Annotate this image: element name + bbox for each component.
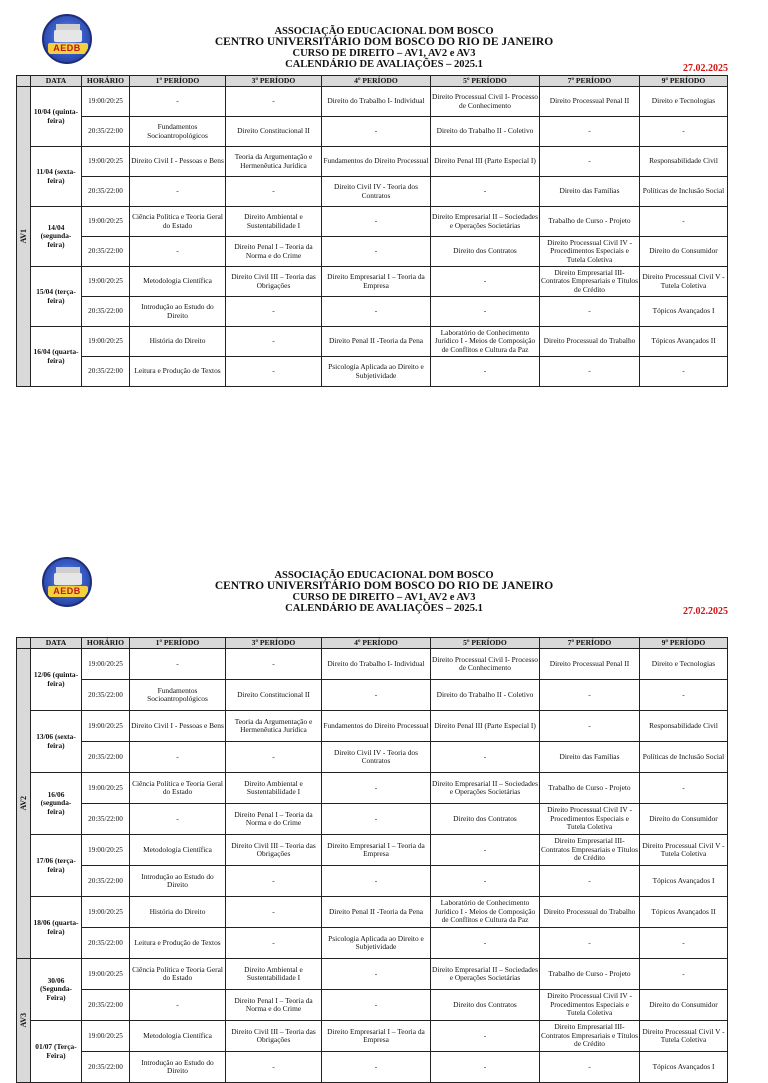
subject-cell: - [130,742,226,773]
subject-cell: Direito Penal II -Teoria da Pena [322,327,431,357]
subject-cell: Direito Penal II -Teoria da Pena [322,897,431,928]
subject-cell: Responsabilidade Civil [640,711,728,742]
subject-cell: - [540,147,640,177]
day-cell: 30/06 (Segunda-Feira) [31,959,82,1021]
table-row [17,897,728,928]
header-block-2 [0,570,768,614]
subject-cell: Direito Penal I – Teoria da Norma e do Crime [226,237,322,267]
subject-cell: Direito Constitucional II [226,680,322,711]
column-header: 1º PERÍODO [130,76,226,87]
subject-cell: Direito Empresarial II – Sociedades e Operações Societárias [431,207,540,237]
subject-cell: - [322,773,431,804]
time-cell: 19:00/20:25 [82,897,130,928]
column-header: 9º PERÍODO [640,638,728,649]
subject-cell: - [431,742,540,773]
subject-cell: Direito Empresarial I – Teoria da Empresa [322,267,431,297]
subject-cell: - [640,117,728,147]
day-cell: 10/04 (quinta-feira) [31,87,82,147]
subject-cell: - [322,680,431,711]
subject-cell: - [226,742,322,773]
subject-cell: Direito Processual Civil I- Processo de Conhecimento [431,649,540,680]
time-cell: 20:35/22:00 [82,804,130,835]
subject-cell: - [226,357,322,387]
subject-cell: - [322,1052,431,1083]
schedule-table-av1 [16,75,728,387]
time-cell: 20:35/22:00 [82,177,130,207]
day-cell: 11/04 (sexta-feira) [31,147,82,207]
subject-cell: Psicologia Aplicada ao Direito e Subjetividade [322,928,431,959]
course-name: CURSO DE DIREITO – AV1, AV2 e AV3 [292,48,476,59]
time-cell: 19:00/20:25 [82,267,130,297]
table-row [17,773,728,804]
subject-cell: - [130,990,226,1021]
subject-cell: Direito Processual Civil IV - Procedimentos Especiais e Tutela Coletiva [540,804,640,835]
subject-cell: - [226,1052,322,1083]
aedb-logo: AEDB [42,14,92,64]
subject-cell: Leitura e Produção de Textos [130,357,226,387]
table-row [17,1052,728,1083]
subject-cell: Introdução ao Estudo do Direito [130,297,226,327]
subject-cell: Tópicos Avançados I [640,297,728,327]
subject-cell: - [226,297,322,327]
subject-cell: - [130,804,226,835]
time-cell: 19:00/20:25 [82,711,130,742]
subject-cell: Direito dos Contratos [431,237,540,267]
table-row [17,327,728,357]
table-row [17,835,728,866]
subject-cell: Direito Ambiental e Sustentabilidade I [226,207,322,237]
subject-cell: - [226,177,322,207]
subject-cell: Direito Empresarial I – Teoria da Empresa [322,835,431,866]
subject-cell: Direito Empresarial III- Contratos Empresariais e Títulos de Crédito [540,835,640,866]
time-cell: 20:35/22:00 [82,117,130,147]
subject-cell: - [640,357,728,387]
subject-cell: Psicologia Aplicada ao Direito e Subjetividade [322,357,431,387]
table-row [17,711,728,742]
center-name: CENTRO UNIVERSITÁRIO DOM BOSCO DO RIO DE JANEIRO [214,580,554,592]
subject-cell: Políticas de Inclusão Social [640,177,728,207]
subject-cell: Direito Empresarial II – Sociedades e Operações Societárias [431,773,540,804]
subject-cell: - [322,959,431,990]
assessment-label: AV3 [17,959,31,1083]
subject-cell: Direito do Consumidor [640,237,728,267]
subject-cell: - [322,237,431,267]
table-row [17,742,728,773]
subject-cell: Direito Civil IV - Teoria dos Contratos [322,177,431,207]
subject-cell: Tópicos Avançados II [640,327,728,357]
subject-cell: Trabalho de Curso - Projeto [540,207,640,237]
subject-cell: - [130,87,226,117]
subject-cell: Leitura e Produção de Textos [130,928,226,959]
assessment-label: AV2 [17,649,31,959]
subject-cell: Direito e Tecnologias [640,649,728,680]
day-cell: 18/06 (quarta-feira) [31,897,82,959]
column-header: 5º PERÍODO [431,638,540,649]
subject-cell: - [431,297,540,327]
time-cell: 19:00/20:25 [82,147,130,177]
time-cell: 19:00/20:25 [82,207,130,237]
column-header: 4º PERÍODO [322,638,431,649]
subject-cell: - [640,773,728,804]
subject-cell: - [322,990,431,1021]
subject-cell: - [130,237,226,267]
subject-cell: Metodologia Científica [130,835,226,866]
subject-cell: - [540,680,640,711]
table-row [17,147,728,177]
calendar-title: CALENDÁRIO DE AVALIAÇÕES – 2025.1 [285,603,483,614]
time-cell: 20:35/22:00 [82,928,130,959]
header-blank [17,76,31,87]
time-cell: 20:35/22:00 [82,357,130,387]
subject-cell: - [431,267,540,297]
time-cell: 19:00/20:25 [82,959,130,990]
subject-cell: Direito Civil III – Teoria das Obrigações [226,267,322,297]
subject-cell: - [431,835,540,866]
column-header: 3º PERÍODO [226,76,322,87]
table-row [17,177,728,207]
subject-cell: Trabalho de Curso - Projeto [540,959,640,990]
subject-cell: Direito Processual Civil V - Tutela Coletiva [640,835,728,866]
column-header: 9º PERÍODO [640,76,728,87]
header-blank [17,638,31,649]
subject-cell: Direito Civil I - Pessoas e Bens [130,711,226,742]
column-header: DATA [31,76,82,87]
table-row [17,928,728,959]
subject-cell: Direito Processual Civil IV - Procedimentos Especiais e Tutela Coletiva [540,990,640,1021]
subject-cell: Direito das Famílias [540,742,640,773]
table-row [17,990,728,1021]
subject-cell: Direito Ambiental e Sustentabilidade I [226,959,322,990]
issue-date: 27.02.2025 [683,63,728,74]
subject-cell: Direito das Famílias [540,177,640,207]
time-cell: 19:00/20:25 [82,835,130,866]
column-header: 1º PERÍODO [130,638,226,649]
column-header: 7º PERÍODO [540,638,640,649]
subject-cell: Direito dos Contratos [431,990,540,1021]
header-row [17,76,728,87]
subject-cell: - [540,297,640,327]
column-header: DATA [31,638,82,649]
subject-cell: Direito Processual Penal II [540,649,640,680]
column-header: 7º PERÍODO [540,76,640,87]
time-cell: 20:35/22:00 [82,237,130,267]
column-header: HORÁRIO [82,638,130,649]
subject-cell: - [640,959,728,990]
table-row [17,117,728,147]
day-cell: 01/07 (Terça-Feira) [31,1021,82,1083]
subject-cell: - [226,866,322,897]
subject-cell: Direito Constitucional II [226,117,322,147]
subject-cell: - [540,1052,640,1083]
subject-cell: Direito Penal III (Parte Especial I) [431,711,540,742]
table-row [17,267,728,297]
subject-cell: Tópicos Avançados II [640,897,728,928]
org-name: ASSOCIAÇÃO EDUCACIONAL DOM BOSCO [274,570,494,581]
subject-cell: Direito Civil I - Pessoas e Bens [130,147,226,177]
subject-cell: - [540,117,640,147]
subject-cell: Direito e Tecnologias [640,87,728,117]
subject-cell: Direito dos Contratos [431,804,540,835]
subject-cell: Direito do Trabalho II - Coletivo [431,680,540,711]
subject-cell: Introdução ao Estudo do Direito [130,866,226,897]
subject-cell: Direito Processual Civil I- Processo de Conhecimento [431,87,540,117]
subject-cell: - [226,649,322,680]
subject-cell: Direito do Trabalho I- Individual [322,87,431,117]
subject-cell: Direito Processual Civil V - Tutela Coletiva [640,1021,728,1052]
subject-cell: Metodologia Científica [130,267,226,297]
table-row [17,866,728,897]
subject-cell: Direito do Consumidor [640,990,728,1021]
day-cell: 15/04 (terça-feira) [31,267,82,327]
subject-cell: - [431,928,540,959]
time-cell: 19:00/20:25 [82,87,130,117]
subject-cell: - [431,866,540,897]
subject-cell: - [540,711,640,742]
subject-cell: Introdução ao Estudo do Direito [130,1052,226,1083]
time-cell: 19:00/20:25 [82,327,130,357]
org-name: ASSOCIAÇÃO EDUCACIONAL DOM BOSCO [274,26,494,37]
day-cell: 17/06 (terça-feira) [31,835,82,897]
course-name: CURSO DE DIREITO – AV1, AV2 e AV3 [292,592,476,603]
day-cell: 16/04 (quarta-feira) [31,327,82,387]
subject-cell: Direito do Trabalho II - Coletivo [431,117,540,147]
time-cell: 19:00/20:25 [82,649,130,680]
subject-cell: Direito do Consumidor [640,804,728,835]
subject-cell: Laboratório de Conhecimento Jurídico I - Meios de Composição de Conflitos e Cultura da Paz [431,897,540,928]
subject-cell: Ciência Política e Teoria Geral do Estado [130,959,226,990]
table-row [17,357,728,387]
subject-cell: Direito Penal I – Teoria da Norma e do Crime [226,990,322,1021]
subject-cell: Laboratório de Conhecimento Jurídico I - Meios de Composição de Conflitos e Cultura da Paz [431,327,540,357]
subject-cell: Direito Processual Civil V - Tutela Coletiva [640,267,728,297]
time-cell: 20:35/22:00 [82,866,130,897]
subject-cell: Direito Civil III – Teoria das Obrigações [226,1021,322,1052]
calendar-title: CALENDÁRIO DE AVALIAÇÕES – 2025.1 [285,59,483,70]
time-cell: 19:00/20:25 [82,1021,130,1052]
subject-cell: - [431,357,540,387]
subject-cell: - [226,928,322,959]
subject-cell: - [540,357,640,387]
column-header: 3º PERÍODO [226,638,322,649]
subject-cell: Metodologia Científica [130,1021,226,1052]
subject-cell: Ciência Política e Teoria Geral do Estado [130,207,226,237]
subject-cell: História do Direito [130,327,226,357]
subject-cell: - [640,680,728,711]
subject-cell: Teoria da Argumentação e Hermenêutica Jurídica [226,147,322,177]
subject-cell: - [322,804,431,835]
column-header: 4º PERÍODO [322,76,431,87]
subject-cell: - [322,117,431,147]
time-cell: 19:00/20:25 [82,773,130,804]
subject-cell: - [226,327,322,357]
subject-cell: Direito Penal I – Teoria da Norma e do Crime [226,804,322,835]
schedule-table-av2-av3 [16,637,728,1083]
center-name: CENTRO UNIVERSITÁRIO DOM BOSCO DO RIO DE JANEIRO [214,36,554,48]
subject-cell: Direito do Trabalho I- Individual [322,649,431,680]
subject-cell: - [431,177,540,207]
header-block-1 [0,26,768,70]
day-cell: 12/06 (quinta-feira) [31,649,82,711]
subject-cell: Fundamentos do Direito Processual [322,147,431,177]
column-header: HORÁRIO [82,76,130,87]
subject-cell: Direito Penal III (Parte Especial I) [431,147,540,177]
table-row [17,207,728,237]
time-cell: 20:35/22:00 [82,680,130,711]
subject-cell: - [130,177,226,207]
subject-cell: Direito Empresarial III- Contratos Empresariais e Títulos de Crédito [540,1021,640,1052]
table-row [17,649,728,680]
subject-cell: Direito Empresarial III- Contratos Empresariais e Títulos de Crédito [540,267,640,297]
subject-cell: Fundamentos Socioantropológicos [130,117,226,147]
subject-cell: Tópicos Avançados I [640,1052,728,1083]
subject-cell: História do Direito [130,897,226,928]
subject-cell: Responsabilidade Civil [640,147,728,177]
subject-cell: - [640,207,728,237]
table-row [17,237,728,267]
subject-cell: Direito Processual do Trabalho [540,327,640,357]
assessment-label: AV1 [17,87,31,387]
subject-cell: - [226,897,322,928]
subject-cell: - [540,928,640,959]
table-row [17,87,728,117]
time-cell: 20:35/22:00 [82,742,130,773]
header-row [17,638,728,649]
subject-cell: Fundamentos do Direito Processual [322,711,431,742]
day-cell: 13/06 (sexta-feira) [31,711,82,773]
subject-cell: - [130,649,226,680]
subject-cell: - [226,87,322,117]
time-cell: 20:35/22:00 [82,297,130,327]
subject-cell: - [540,866,640,897]
table-row [17,297,728,327]
table-row [17,680,728,711]
subject-cell: - [431,1052,540,1083]
issue-date: 27.02.2025 [683,606,728,617]
subject-cell: Direito Processual Civil IV - Procedimentos Especiais e Tutela Coletiva [540,237,640,267]
subject-cell: Teoria da Argumentação e Hermenêutica Jurídica [226,711,322,742]
table-row [17,804,728,835]
day-cell: 14/04 (segunda-feira) [31,207,82,267]
subject-cell: Políticas de Inclusão Social [640,742,728,773]
table-row [17,1021,728,1052]
subject-cell: Direito Civil III – Teoria das Obrigações [226,835,322,866]
subject-cell: - [322,207,431,237]
subject-cell: - [431,1021,540,1052]
subject-cell: Direito Processual Penal II [540,87,640,117]
column-header: 5º PERÍODO [431,76,540,87]
subject-cell: Fundamentos Socioantropológicos [130,680,226,711]
subject-cell: Direito Ambiental e Sustentabilidade I [226,773,322,804]
time-cell: 20:35/22:00 [82,990,130,1021]
subject-cell: Trabalho de Curso - Projeto [540,773,640,804]
subject-cell: Direito Civil IV - Teoria dos Contratos [322,742,431,773]
subject-cell: Direito Processual do Trabalho [540,897,640,928]
subject-cell: - [322,866,431,897]
subject-cell: - [640,928,728,959]
subject-cell: Direito Empresarial I – Teoria da Empresa [322,1021,431,1052]
day-cell: 16/06 (segunda-feira) [31,773,82,835]
subject-cell: Direito Empresarial II – Sociedades e Operações Societárias [431,959,540,990]
subject-cell: Tópicos Avançados I [640,866,728,897]
subject-cell: Ciência Política e Teoria Geral do Estado [130,773,226,804]
subject-cell: - [322,297,431,327]
time-cell: 20:35/22:00 [82,1052,130,1083]
aedb-logo: AEDB [42,557,92,607]
table-row [17,959,728,990]
